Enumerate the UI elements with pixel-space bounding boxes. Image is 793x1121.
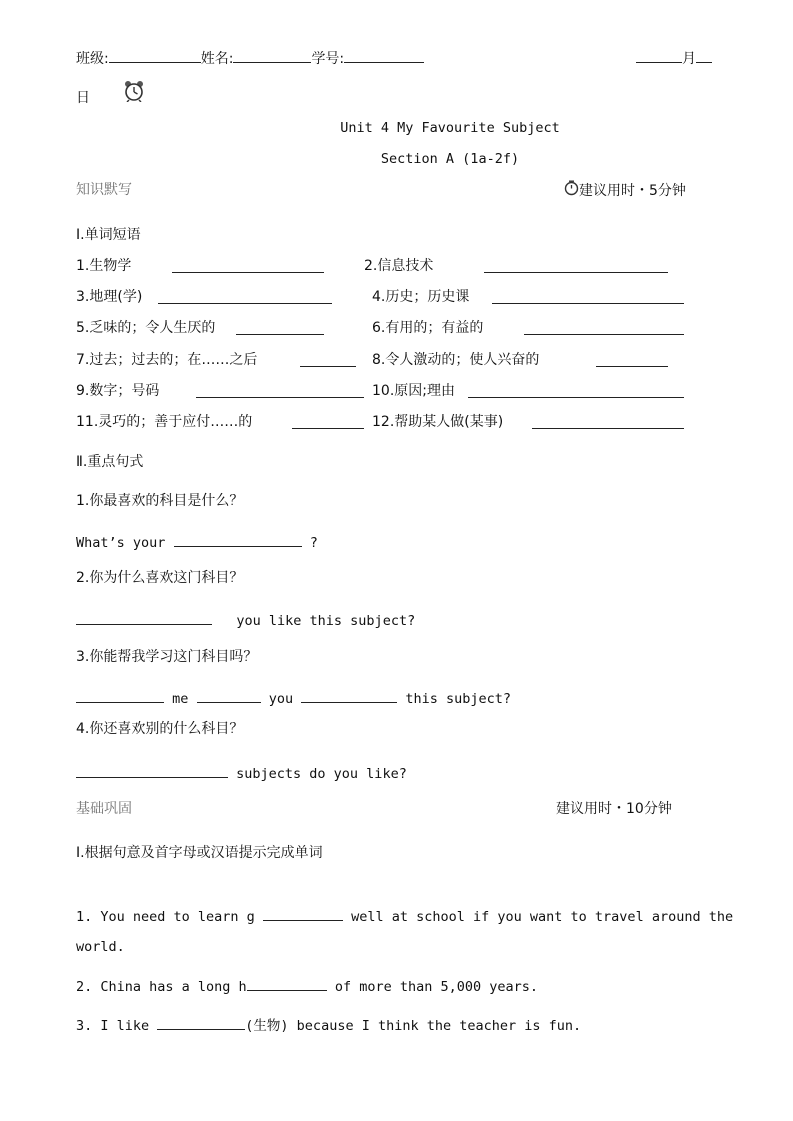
answer-blank[interactable] <box>172 258 324 273</box>
part1-time-note <box>564 180 686 201</box>
vocab-item <box>76 381 159 401</box>
answer-blank[interactable] <box>263 906 343 921</box>
answer-blank[interactable] <box>236 320 324 335</box>
vocab-prompt: 地理(学) <box>89 289 143 305</box>
exercise-text: well at school if you want to travel around the <box>351 909 734 925</box>
vocab-prompt: 过去；过去的；在……之后 <box>89 352 258 368</box>
vocab-number: 12. <box>372 414 395 430</box>
vocab-number: 5. <box>76 320 90 336</box>
vocab-prompt: 灵巧的；善于应付……的 <box>98 414 253 430</box>
answer-blank[interactable] <box>76 763 228 778</box>
sentence-question: 2.你为什么喜欢这门科目？ <box>76 570 244 586</box>
vocab-prompt: 历史；历史课 <box>385 289 470 305</box>
sentence-answer <box>76 610 415 631</box>
sentence-question: 3.你能帮我学习这门科目吗？ <box>76 649 258 665</box>
answer-blank[interactable] <box>76 610 212 625</box>
answer-blank[interactable] <box>247 976 327 991</box>
vocab-item <box>372 287 469 307</box>
sentence-question: 1.你最喜欢的科目是什么？ <box>76 493 244 509</box>
vocab-item <box>76 412 252 432</box>
answer-blank[interactable] <box>174 532 302 547</box>
vocab-heading: Ⅰ.单词短语 <box>76 227 141 243</box>
answer-blank[interactable] <box>492 289 684 304</box>
sentence-text: ? <box>309 535 318 551</box>
part2-heading: 基础巩固 <box>76 801 132 817</box>
sentence-text: me <box>172 691 189 707</box>
vocab-prompt: 数字；号码 <box>89 383 160 399</box>
answer-blank[interactable] <box>468 383 684 398</box>
vocab-number: 7. <box>76 352 90 368</box>
class-blank[interactable] <box>109 48 201 63</box>
day-label: 日 <box>76 90 90 106</box>
sentence-heading: Ⅱ.重点句式 <box>76 454 144 470</box>
vocab-item <box>76 287 142 307</box>
sentence-text: What’s your <box>76 535 166 551</box>
answer-blank[interactable] <box>157 1015 245 1030</box>
part2-time-note: 建议用时・10分钟 <box>556 801 672 817</box>
answer-blank[interactable] <box>532 414 684 429</box>
exercise-text: 1. You need to learn g <box>76 909 255 925</box>
exercise-text: 2. China has a long h <box>76 979 247 995</box>
name-label: 姓名: <box>200 51 234 67</box>
answer-blank[interactable] <box>484 258 668 273</box>
answer-blank[interactable] <box>197 688 261 703</box>
vocab-item <box>76 350 257 370</box>
exercise-item <box>76 906 733 927</box>
sentence-text: you <box>268 691 294 707</box>
vocab-prompt: 信息技术 <box>377 258 434 274</box>
answer-blank[interactable] <box>76 688 164 703</box>
vocab-item <box>372 318 483 338</box>
unit-title: Unit 4 My Favourite Subject <box>340 120 560 136</box>
timer-icon <box>564 180 579 196</box>
vocab-number: 4. <box>372 289 386 305</box>
section-title: Section A (1a-2f) <box>380 151 520 167</box>
sentence-answer <box>76 763 407 784</box>
sentence-answer <box>76 688 511 709</box>
answer-blank[interactable] <box>524 320 684 335</box>
month-label: 月 <box>682 51 696 67</box>
vocab-item <box>76 256 131 276</box>
exercise-text: (生物) because I think the teacher is fun. <box>245 1018 582 1034</box>
sentence-question: 4.你还喜欢别的什么科目？ <box>76 721 244 737</box>
sentence-text: this subject? <box>405 691 512 707</box>
vocab-number: 1. <box>76 258 90 274</box>
date-line <box>636 48 712 69</box>
exercise-heading: Ⅰ.根据句意及首字母或汉语提示完成单词 <box>76 845 323 861</box>
sentence-text: you like this subject? <box>236 613 416 629</box>
vocab-number: 6. <box>372 320 386 336</box>
answer-blank[interactable] <box>158 289 332 304</box>
vocab-prompt: 帮助某人做(某事) <box>394 414 504 430</box>
part1-heading: 知识默写 <box>76 182 132 198</box>
vocab-item <box>372 381 455 401</box>
answer-blank[interactable] <box>196 383 364 398</box>
sentence-text: subjects do you like? <box>236 766 407 782</box>
vocab-prompt: 有用的；有益的 <box>385 320 484 336</box>
exercise-item <box>76 1015 581 1036</box>
vocab-number: 2. <box>364 258 378 274</box>
name-blank[interactable] <box>233 48 311 63</box>
id-blank[interactable] <box>344 48 424 63</box>
exercise-item-continued: world. <box>76 939 125 955</box>
day-blank[interactable] <box>696 48 712 63</box>
vocab-number: 9. <box>76 383 90 399</box>
vocab-number: 10. <box>372 383 395 399</box>
exercise-item <box>76 976 538 997</box>
class-label: 班级: <box>76 51 109 67</box>
alarm-clock-icon <box>124 80 144 102</box>
vocab-item <box>372 412 503 432</box>
vocab-prompt: 乏味的；令人生厌的 <box>89 320 216 336</box>
answer-blank[interactable] <box>292 414 364 429</box>
vocab-item <box>372 350 539 370</box>
id-label: 学号: <box>311 51 345 67</box>
vocab-item <box>76 318 215 338</box>
vocab-prompt: 生物学 <box>89 258 132 274</box>
answer-blank[interactable] <box>300 352 356 367</box>
vocab-number: 3. <box>76 289 90 305</box>
header-line <box>76 48 424 69</box>
vocab-prompt: 原因;理由 <box>394 383 455 399</box>
exercise-text: of more than 5,000 years. <box>334 979 539 995</box>
sentence-answer <box>76 532 318 553</box>
part1-time-text: 建议用时・5分钟 <box>579 183 686 199</box>
vocab-item <box>364 256 433 276</box>
vocab-prompt: 令人激动的；使人兴奋的 <box>385 352 540 368</box>
vocab-number: 8. <box>372 352 386 368</box>
answer-blank[interactable] <box>301 688 397 703</box>
month-blank[interactable] <box>636 48 682 63</box>
answer-blank[interactable] <box>596 352 668 367</box>
vocab-number: 11. <box>76 414 99 430</box>
exercise-text: 3. I like <box>76 1018 150 1034</box>
